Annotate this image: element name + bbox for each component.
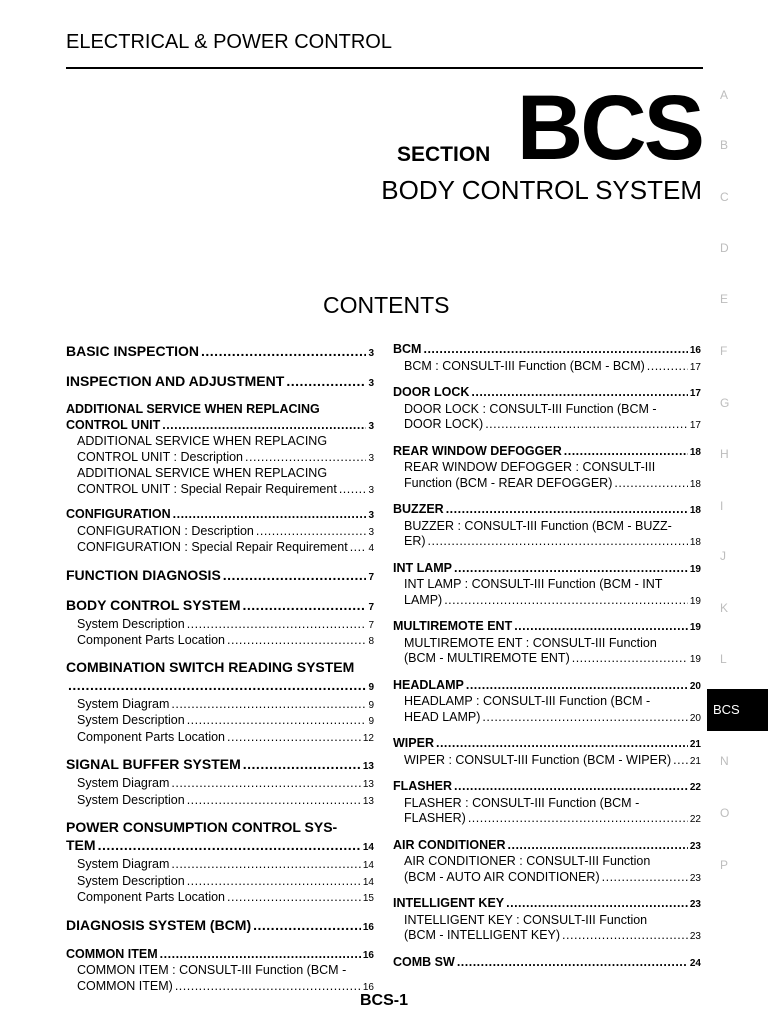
- toc-entry-line: DOOR LOCK : CONSULT-III Function (BCM -: [404, 401, 657, 416]
- toc-page-number: 17: [689, 420, 701, 431]
- toc-page-number: 3: [368, 348, 374, 359]
- toc-entry-title: CONFIGURATION : Description: [77, 523, 254, 538]
- toc-entry-title: BCM : CONSULT-III Function (BCM - BCM): [404, 358, 645, 373]
- toc-entry-title: REAR WINDOW DEFOGGER: [393, 443, 562, 458]
- toc-page-number: 9: [368, 716, 374, 727]
- toc-page-number: 7: [368, 619, 374, 631]
- contents-heading: CONTENTS: [323, 292, 450, 318]
- toc-entry-title: HEAD LAMP): [404, 709, 481, 724]
- toc-entry-line: HEADLAMP : CONSULT-III Function (BCM -: [404, 694, 651, 708]
- toc-entry-title: System Description: [77, 616, 185, 631]
- toc-entry[interactable]: [393, 678, 701, 695]
- dot-leader: [243, 755, 361, 773]
- dot-leader: [468, 811, 688, 827]
- toc-entry[interactable]: [66, 713, 374, 730]
- toc-entry-title: WIPER: [393, 736, 434, 750]
- toc-entry-title: INSPECTION AND ADJUSTMENT: [66, 373, 285, 389]
- toc-page-number: 13: [362, 761, 374, 772]
- toc-entry-title: Function (BCM - REAR DEFOGGER): [404, 475, 613, 490]
- header-divider: [66, 67, 703, 69]
- toc-entry-title: SIGNAL BUFFER SYSTEM: [66, 756, 241, 772]
- toc-entry[interactable]: [66, 466, 374, 498]
- toc-entry-title: CONTROL UNIT : Description: [77, 449, 244, 464]
- dot-leader: [673, 753, 688, 769]
- toc-entry[interactable]: [393, 577, 701, 609]
- dot-leader: [339, 482, 367, 498]
- toc-entry[interactable]: [393, 359, 701, 376]
- toc-entry-line: BUZZER : CONSULT-III Function (BCM - BUZZ-: [404, 518, 672, 533]
- toc-entry[interactable]: [393, 636, 701, 668]
- toc-entry[interactable]: [393, 913, 701, 945]
- dot-leader: [171, 857, 360, 873]
- dot-leader: [444, 593, 688, 609]
- toc-page-number: 18: [689, 537, 701, 548]
- toc-page-number: 12: [362, 732, 374, 744]
- toc-entry-title: CONFIGURATION : Special Repair Requirement: [77, 540, 348, 554]
- dot-leader: [562, 928, 688, 944]
- toc-entry-line: MULTIREMOTE ENT : CONSULT-III Function: [404, 635, 657, 650]
- toc-page-number: 16: [689, 345, 701, 356]
- toc-page-number: 7: [368, 571, 374, 583]
- toc-entry[interactable]: [393, 779, 701, 796]
- dot-leader: [227, 730, 361, 746]
- section-tab-p[interactable]: P: [720, 858, 729, 872]
- toc-page-number: 3: [368, 484, 374, 496]
- toc-entry[interactable]: [66, 755, 374, 776]
- dot-leader: [223, 566, 367, 584]
- toc-page-number: 17: [689, 361, 701, 373]
- dot-leader: [162, 418, 366, 434]
- toc-entry-line: REAR WINDOW DEFOGGER : CONSULT-III: [404, 460, 656, 474]
- toc-page-number: 3: [368, 420, 374, 432]
- toc-entry[interactable]: [66, 402, 374, 434]
- dot-leader: [243, 596, 367, 614]
- dot-leader: [647, 359, 688, 375]
- toc-page-number: 9: [368, 681, 374, 693]
- toc-entry-title: System Description: [77, 873, 185, 888]
- toc-page-number: 3: [368, 526, 374, 538]
- dot-leader: [256, 524, 367, 540]
- dot-leader: [457, 955, 688, 971]
- toc-entry-title: System Diagram: [77, 857, 170, 871]
- toc-entry[interactable]: [66, 793, 374, 810]
- toc-entry-line: ADDITIONAL SERVICE WHEN REPLACING: [77, 466, 328, 480]
- section-tab-b[interactable]: B: [720, 138, 729, 152]
- toc-entry-line: COMBINATION SWITCH READING SYSTEM: [66, 658, 355, 675]
- section-tab-n[interactable]: N: [720, 754, 729, 768]
- toc-entry-title: BCM: [393, 342, 422, 356]
- toc-entry[interactable]: [393, 854, 701, 886]
- toc-entry[interactable]: [393, 444, 701, 461]
- toc-entry[interactable]: [66, 916, 374, 937]
- toc-entry[interactable]: [66, 857, 374, 874]
- toc-entry-line: POWER CONSUMPTION CONTROL SYS-: [66, 819, 338, 835]
- toc-entry[interactable]: [393, 694, 701, 726]
- toc-entry[interactable]: [66, 540, 374, 557]
- toc-entry-title: ER): [404, 534, 426, 548]
- dot-leader: [482, 710, 687, 726]
- dot-leader: [466, 678, 688, 694]
- toc-entry-title: (BCM - AUTO AIR CONDITIONER): [404, 869, 600, 884]
- section-tab-e[interactable]: E: [720, 292, 729, 306]
- dot-leader: [423, 342, 687, 358]
- toc-entry-title: CONTROL UNIT: [66, 417, 161, 432]
- dot-leader: [227, 890, 361, 906]
- dot-leader: [98, 836, 361, 854]
- toc-entry[interactable]: [66, 697, 374, 714]
- toc-page-number: 24: [689, 957, 701, 969]
- toc-entry[interactable]: [66, 507, 374, 524]
- toc-page-number: 9: [368, 699, 374, 711]
- section-tab-k[interactable]: K: [720, 601, 729, 615]
- toc-entry-title: System Diagram: [77, 696, 170, 711]
- dot-leader: [187, 793, 361, 809]
- toc-entry-title: TEM: [66, 837, 96, 853]
- toc-page-number: 14: [362, 842, 374, 853]
- toc-page-number: 18: [689, 505, 701, 516]
- section-tab-i[interactable]: I: [720, 499, 724, 513]
- section-tab-g[interactable]: G: [720, 396, 730, 410]
- dot-leader: [428, 534, 688, 550]
- toc-entry[interactable]: [393, 619, 701, 636]
- section-tab-h[interactable]: H: [720, 447, 729, 461]
- toc-entry[interactable]: [393, 519, 701, 551]
- toc-page-number: 19: [689, 622, 701, 633]
- dot-leader: [245, 450, 366, 466]
- toc-page-number: 13: [362, 779, 374, 790]
- toc-entry[interactable]: [66, 890, 374, 907]
- toc-entry[interactable]: [393, 955, 701, 972]
- toc-entry-title: BODY CONTROL SYSTEM: [66, 596, 241, 613]
- dot-leader: [572, 651, 688, 667]
- toc-entry[interactable]: [393, 736, 701, 753]
- toc-entry-title: DOOR LOCK: [393, 385, 470, 399]
- toc-entry[interactable]: [66, 566, 374, 587]
- section-tab-o[interactable]: O: [720, 806, 730, 820]
- dot-leader: [564, 444, 688, 460]
- toc-entry[interactable]: [66, 730, 374, 747]
- toc-entry-title: CONFIGURATION: [66, 507, 171, 521]
- toc-entry-title: CONTROL UNIT : Special Repair Requirement: [77, 481, 337, 496]
- toc-entry-title: System Diagram: [77, 776, 170, 790]
- toc-page-number: 3: [368, 510, 374, 521]
- toc-entry-line: INT LAMP : CONSULT-III Function (BCM - INT: [404, 577, 663, 591]
- section-title: BODY CONTROL SYSTEM: [381, 175, 702, 205]
- dot-leader: [454, 779, 688, 795]
- toc-entry[interactable]: [393, 385, 701, 402]
- dot-leader: [614, 476, 688, 492]
- toc-page-number: 16: [362, 921, 374, 933]
- toc-entry[interactable]: [66, 658, 374, 697]
- toc-entry-title: System Description: [77, 792, 185, 807]
- toc-page-number: 23: [689, 872, 701, 884]
- section-tab-l[interactable]: L: [720, 652, 727, 666]
- toc-page-number: 22: [689, 782, 701, 793]
- toc-page-number: 16: [362, 949, 374, 961]
- dot-leader: [173, 507, 367, 523]
- toc-page-number: 14: [362, 860, 374, 871]
- toc-page-number: 13: [362, 795, 374, 807]
- dot-leader: [187, 713, 367, 729]
- toc-page-number: 8: [368, 636, 374, 647]
- toc-entry-title: LAMP): [404, 592, 443, 607]
- toc-page-number: 15: [362, 893, 374, 904]
- toc-entry[interactable]: [66, 947, 374, 964]
- toc-entry-title: (BCM - INTELLIGENT KEY): [404, 928, 561, 942]
- dot-leader: [446, 502, 688, 518]
- toc-entry-title: INTELLIGENT KEY: [393, 896, 505, 910]
- toc-page-number: 16: [362, 981, 374, 993]
- toc-entry-title: BASIC INSPECTION: [66, 343, 200, 359]
- toc-page-number: 19: [689, 654, 701, 665]
- toc-entry-line: AIR CONDITIONER : CONSULT-III Function: [404, 854, 651, 868]
- section-tab-f[interactable]: F: [720, 344, 728, 358]
- toc-entry-title: INT LAMP: [393, 560, 453, 575]
- toc-entry-title: WIPER : CONSULT-III Function (BCM - WIPER): [404, 752, 672, 767]
- toc-entry-title: System Description: [77, 713, 185, 727]
- toc-page-number: 17: [689, 388, 701, 399]
- dot-leader: [508, 838, 688, 854]
- dot-leader: [286, 372, 366, 390]
- toc-right-column: [393, 342, 701, 971]
- toc-entry-title: DIAGNOSIS SYSTEM (BCM): [66, 916, 252, 933]
- toc-page-number: 22: [689, 814, 701, 825]
- dot-leader: [454, 561, 688, 577]
- dot-leader: [485, 417, 688, 433]
- active-section-tab[interactable]: BCS: [707, 689, 768, 731]
- toc-entry[interactable]: [393, 502, 701, 519]
- toc-entry-title: Component Parts Location: [77, 729, 226, 744]
- toc-entry[interactable]: [66, 874, 374, 891]
- toc-page-number: 20: [689, 712, 701, 724]
- toc-entry[interactable]: [66, 434, 374, 466]
- toc-entry-title: AIR CONDITIONER: [393, 837, 506, 852]
- toc-page-number: 18: [689, 478, 701, 490]
- toc-page-number: 18: [689, 446, 701, 458]
- toc-entry-title: Component Parts Location: [77, 890, 226, 904]
- toc-entry-title: (BCM - MULTIREMOTE ENT): [404, 651, 570, 665]
- toc-entry-title: Component Parts Location: [77, 633, 226, 647]
- toc-entry[interactable]: [393, 402, 701, 434]
- toc-entry[interactable]: [66, 776, 374, 793]
- toc-page-number: 20: [689, 680, 701, 692]
- toc-entry-title: COMMON ITEM: [66, 946, 158, 961]
- page-number: BCS-1: [359, 992, 408, 1009]
- toc-entry[interactable]: [66, 596, 374, 617]
- toc-page-number: 23: [689, 931, 701, 942]
- dot-leader: [436, 736, 688, 752]
- dot-leader: [471, 385, 687, 401]
- toc-page-number: 19: [689, 563, 701, 575]
- toc-entry[interactable]: [66, 963, 374, 995]
- toc-entry[interactable]: [393, 753, 701, 770]
- section-code: BCS: [516, 77, 702, 179]
- toc-entry-title: HEADLAMP: [393, 677, 464, 692]
- toc-entry[interactable]: [393, 460, 701, 492]
- toc-entry-line: FLASHER : CONSULT-III Function (BCM -: [404, 795, 640, 810]
- toc-entry-line: COMMON ITEM : CONSULT-III Function (BCM -: [77, 963, 347, 977]
- dot-leader: [187, 874, 361, 890]
- toc-entry[interactable]: [66, 818, 374, 857]
- toc-entry-title: BUZZER: [393, 502, 444, 516]
- toc-page-number: 3: [368, 452, 374, 464]
- dot-leader: [350, 540, 367, 556]
- section-tab-d[interactable]: D: [720, 241, 729, 255]
- dot-leader: [253, 916, 361, 934]
- toc-entry[interactable]: [393, 838, 701, 855]
- dot-leader: [171, 697, 366, 713]
- header-title: ELECTRICAL & POWER CONTROL: [66, 31, 392, 53]
- dot-leader: [602, 870, 688, 886]
- dot-leader: [187, 617, 367, 633]
- toc-entry-title: DOOR LOCK): [404, 417, 484, 431]
- dot-leader: [506, 896, 688, 912]
- toc-entry-title: COMB SW: [393, 954, 455, 969]
- toc-entry[interactable]: [393, 342, 701, 359]
- toc-entry[interactable]: [393, 896, 701, 913]
- dot-leader: [514, 619, 688, 635]
- toc-entry-title: FLASHER: [393, 779, 453, 793]
- dot-leader: [68, 676, 366, 694]
- toc-entry[interactable]: [66, 372, 374, 393]
- toc-page-number: 23: [689, 840, 701, 852]
- toc-page-number: 3: [368, 378, 374, 389]
- toc-entry-title: MULTIREMOTE ENT: [393, 619, 513, 633]
- toc-entry-title: COMMON ITEM): [77, 978, 173, 993]
- toc-entry-line: ADDITIONAL SERVICE WHEN REPLACING: [77, 434, 328, 448]
- toc-entry[interactable]: [393, 561, 701, 578]
- toc-entry[interactable]: [66, 633, 374, 650]
- dot-leader: [201, 342, 366, 360]
- toc-page-number: 7: [368, 601, 374, 613]
- toc-page-number: 14: [362, 876, 374, 888]
- toc-page-number: 23: [689, 899, 701, 910]
- toc-entry[interactable]: [66, 524, 374, 541]
- section-tab-j[interactable]: J: [720, 549, 726, 563]
- section-label: SECTION: [397, 143, 491, 166]
- toc-entry-line: INTELLIGENT KEY : CONSULT-III Function: [404, 912, 648, 927]
- toc-entry[interactable]: [66, 617, 374, 634]
- toc-entry[interactable]: [66, 342, 374, 363]
- dot-leader: [171, 776, 360, 792]
- toc-page-number: 21: [689, 739, 701, 750]
- toc-page-number: 19: [689, 595, 701, 607]
- dot-leader: [227, 633, 366, 649]
- toc-page-number: 4: [368, 543, 374, 554]
- dot-leader: [160, 947, 361, 963]
- toc-entry[interactable]: [393, 796, 701, 828]
- section-tab-c[interactable]: C: [720, 190, 729, 204]
- toc-entry-line: ADDITIONAL SERVICE WHEN REPLACING: [66, 402, 320, 416]
- toc-entry-title: FUNCTION DIAGNOSIS: [66, 566, 221, 583]
- toc-left-column: [66, 342, 374, 995]
- toc-page-number: 21: [689, 755, 701, 767]
- toc-entry-title: FLASHER): [404, 811, 466, 825]
- section-tab-a[interactable]: A: [720, 88, 729, 102]
